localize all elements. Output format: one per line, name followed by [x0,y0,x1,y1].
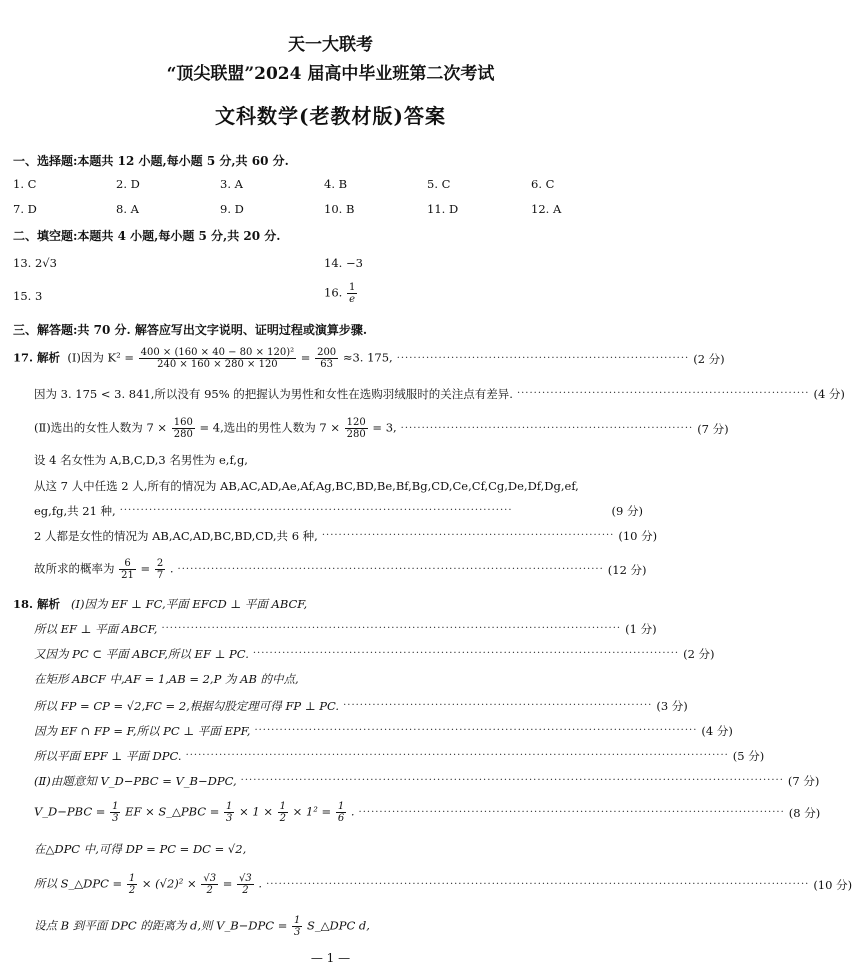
fraction: $\frac{200}{63}$ [317,347,337,370]
leader-dots: ·································································································································· [266,878,810,890]
answer-4: 4. B [324,177,348,191]
answer-15: 15. 3 [13,289,43,303]
page-number: — 1 — [310,951,351,965]
answer-3: 3. A [220,177,243,191]
q18-line-11: 所以 S_△DPC = $\frac{1}{2}$ × (√2)² × $\frac{√3}{2}$ = $\frac{√3}{2}$ . ·································································································································· (10 分) [34,873,852,896]
q17-line-7: 2 人都是女性的情况为 AB,AC,AD,BC,BD,CD,共 6 种, ······································································ (10 分) [34,529,658,543]
q18-line-4: 在矩形 ABCF 中,AF = 1,AB = 2,P 为 AB 的中点, [34,672,299,686]
leader-dots: ·········································································· [343,700,653,711]
q17-line-5: 从这 7 人中任选 2 人,所有的情况为 AB,AC,AD,Ae,Af,Ag,BC,BD,Be,Bf,Bg,CD,Ce,Cf,Cg,De,Df,Dg,ef, [34,479,579,493]
leader-dots: ······························································································ [119,505,513,516]
score: (7 分) [787,774,820,788]
fraction: $\frac{2}{7}$ [156,558,164,581]
answer-13: 13. 2√3 [13,256,57,270]
section-choice-title: 一、选择题:本题共 12 小题,每小题 5 分,共 60 分. [13,154,289,168]
section-solution-title: 三、解答题:共 70 分. 解答应写出文字说明、证明过程或演算步骤. [13,323,368,337]
subject-title: 文科数学(老教材版)答案 [215,104,446,128]
q18-line-7: 所以平面 EPF ⊥ 平面 DPC. ·································································································································· (5 分) [34,749,765,763]
fraction: $\frac{1}{2}$ [128,873,136,896]
score: (7 分) [697,421,729,436]
fraction: $\frac{160}{280}$ [173,417,193,440]
q18-line-2: 所以 EF ⊥ 平面 ABCF, ·············································································································· (1 分) [34,622,657,636]
q18-line-6: 因为 EF ∩ FP = F,所以 PC ⊥ 平面 EPF, ·········································································································· (4 分) [34,724,733,738]
q18-line-10: 在△DPC 中,可得 DP = PC = DC = √2, [34,842,247,856]
answer-6: 6. C [531,177,555,191]
answer-12: 12. A [531,202,562,216]
score: (4 分) [701,724,733,738]
answer-16-number: 16. [324,285,343,300]
leader-dots: ·································································································································· [185,750,729,761]
score: (2 分) [683,647,715,661]
q17-line-8: 故所求的概率为 $\frac{6}{21}$ = $\frac{2}{7}$ . ······································································································ (12 分) [34,558,647,581]
q18-line-5: 所以 FP = CP = √2,FC = 2,根据勾股定理可得 FP ⊥ PC. ·········································································· (3 分) [34,699,688,713]
leader-dots: ······································································ [396,352,690,364]
answer-9: 9. D [220,202,244,216]
answer-16 [324,282,358,305]
q18-label: 18. 解析 [13,597,61,611]
q17-line-1: 17. 解析 (Ⅰ)因为 K² = $\frac{\text{400 × (160 × 40 − 80 × 120)²}}{240 \times 160 \times 280 \times 120}$ = $\frac{200}{63}$ ≈3. 175, ······································································ (2 分) [13,347,725,370]
fraction: $\frac{√3}{2}$ [239,873,252,896]
fraction: $\frac{1}{6}$ [337,801,345,824]
leader-dots: ······································································································ [358,806,785,818]
q17-line-3: (Ⅱ)选出的女性人数为 7 × $\frac{160}{280}$ = 4,选出的男性人数为 7 × $\frac{120}{280}$ = 3, ······································································ (7 分) [34,417,729,440]
score: (8 分) [788,805,821,820]
exam-name-title: “顶尖联盟”2024 届高中毕业班第二次考试 [166,64,495,84]
answer-14: 14. −3 [324,256,363,270]
fraction: $\frac{1}{3}$ [294,915,301,938]
leader-dots: ·········································································································· [254,725,698,736]
fraction: $\frac{1}{3}$ [112,801,119,824]
score: (1 分) [625,622,657,636]
leader-dots: ·································································································································· [240,775,784,786]
score: (12 分) [607,562,647,577]
leader-dots: ·············································································································· [161,623,622,634]
q17-line-2: 因为 3. 175 < 3. 841,所以没有 95% 的把握认为男性和女性在选购羽绒服时的关注点有差异. ······································································ (4 分) [34,387,845,401]
leader-dots: ······································································ [516,388,810,399]
score: (2 分) [693,351,725,366]
score: (5 分) [732,749,765,763]
q18-line-9: V_D−PBC = $\frac{1}{3}$ EF × S_△PBC = $\frac{1}{3}$ × 1 × $\frac{1}{2}$ × 1² = $\frac{1}{6}$ . ······································································································ (8 分) [34,801,821,824]
score: (10 分) [813,877,852,892]
leader-dots: ······································································ [400,422,694,434]
fraction: $\frac{√3}{2}$ [203,873,217,896]
answer-11: 11. D [427,202,459,216]
answer-8: 8. A [116,202,139,216]
answer-5: 5. C [427,177,451,191]
answer-1: 1. C [13,177,37,191]
leader-dots: ······································································································ [252,648,680,659]
fraction: $\frac{1}{e}$ [348,282,356,305]
score: (4 分) [813,387,845,401]
q18-line-3: 又因为 PC ⊂ 平面 ABCF,所以 EF ⊥ PC. ······································································································ (2 分) [34,647,715,661]
answer-2: 2. D [116,177,140,191]
score: (3 分) [656,699,688,713]
fraction: $\frac{120}{280}$ [346,417,366,440]
section-fill-title: 二、填空题:本题共 4 小题,每小题 5 分,共 20 分. [13,229,281,243]
answer-10: 10. B [324,202,355,216]
fraction: $\frac{\text{400 × (160 × 40 − 80 × 120)²}}{240 \times 160 \times 280 \times 120}$ [140,347,295,370]
score: (9 分) [611,504,643,518]
score: (10 分) [618,529,658,543]
q18-line-1: 18. 解析 (Ⅰ)因为 EF ⊥ FC,平面 EFCD ⊥ 平面 ABCF, [13,597,308,611]
fraction: $\frac{1}{3}$ [226,801,233,824]
answer-7: 7. D [13,202,37,216]
q17-line-4: 设 4 名女性为 A,B,C,D,3 名男性为 e,f,g, [34,453,248,467]
q18-line-8: (Ⅱ)由题意知 V_D−PBC = V_B−DPC, ·································································································································· (7 分) [34,774,820,788]
exam-org-title: 天一大联考 [288,35,373,55]
q18-line-12: 设点 B 到平面 DPC 的距离为 d,则 V_B−DPC = $\frac{1}{3}$ S_△DPC d, [34,915,370,938]
leader-dots: ······································································································ [177,563,604,575]
fraction: $\frac{1}{2}$ [279,801,287,824]
fraction: $\frac{6}{21}$ [121,558,134,581]
leader-dots: ······································································ [321,530,615,541]
q17-line-6: eg,fg,共 21 种, ······························································································ (9 分) [34,504,643,518]
q17-label: 17. 解析 [13,350,61,365]
